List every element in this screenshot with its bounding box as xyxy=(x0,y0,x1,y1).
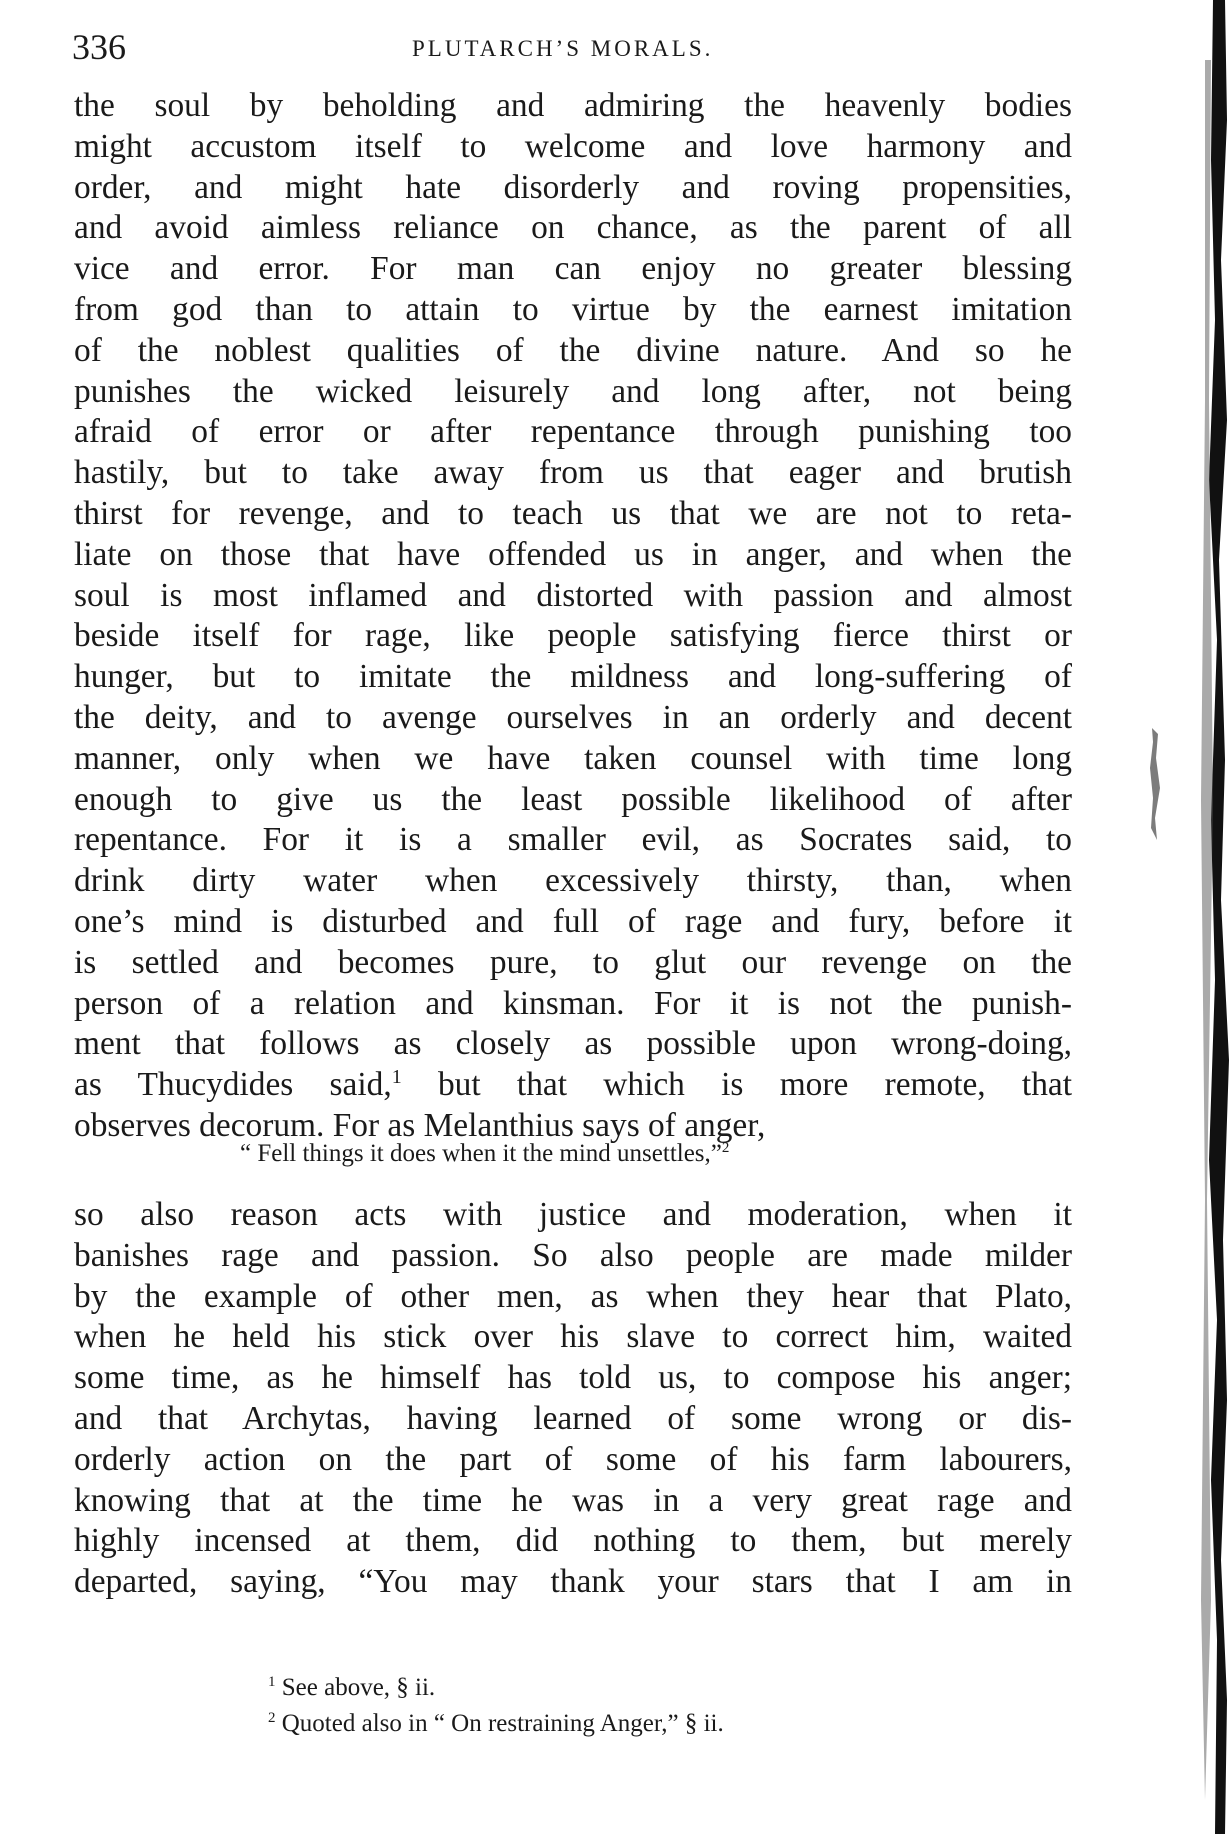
page-number: 336 xyxy=(72,27,126,67)
text-line: thirst for revenge, and to teach us that we are not to reta- xyxy=(74,494,1072,532)
body-text-after-quote xyxy=(74,1195,1072,1603)
footnotes xyxy=(268,1670,724,1742)
text-segment: as Thucydides said, xyxy=(74,1066,392,1104)
footnote-marker: 1 xyxy=(391,1066,402,1089)
text-line: by the example of other men, as when they hear that Plato, xyxy=(74,1277,1072,1315)
text-line: manner, only when we have taken counsel with time long xyxy=(74,739,1072,777)
footnote-text: See above, § ii. xyxy=(281,1674,436,1701)
footnote xyxy=(268,1670,724,1706)
text-line: some time, as he himself has told us, to compose his anger; xyxy=(74,1359,1072,1397)
binding-shadow xyxy=(1209,0,1229,1834)
text-line: hunger, but to imitate the mildness and long-suffering of xyxy=(74,658,1072,696)
text-line: punishes the wicked leisurely and long after, not being xyxy=(74,372,1072,410)
text-line: drink dirty water when excessively thirsty, than, when xyxy=(74,862,1072,900)
footnote-number: 1 xyxy=(268,1674,276,1690)
text-line: observes decorum. For as Melanthius says of anger, xyxy=(74,1106,766,1144)
text-line: ment that follows as closely as possible upon wrong-doing, xyxy=(74,1025,1072,1063)
text-segment: but that which is more remote, that xyxy=(437,1066,1072,1104)
text-line: afraid of error or after repentance through punishing too xyxy=(74,413,1072,451)
text-line: the deity, and to avenge ourselves in an orderly and decent xyxy=(74,698,1072,736)
footnote-text: Quoted also in “ On restraining Anger,” § ii. xyxy=(281,1710,724,1737)
running-head: PLUTARCH’S MORALS. xyxy=(412,36,714,61)
text-line: enough to give us the least possible likelihood of after xyxy=(74,780,1072,818)
text-line: might accustom itself to welcome and love harmony and xyxy=(74,127,1072,165)
text-line: from god than to attain to virtue by the earnest imitation xyxy=(74,290,1072,328)
quote-text: “ Fell things it does when it the mind unsettles,” xyxy=(240,1140,722,1167)
margin-smudge xyxy=(1148,728,1162,840)
text-line: and that Archytas, having learned of some wrong or dis- xyxy=(74,1399,1072,1437)
text-line: soul is most inflamed and distorted with passion and almost xyxy=(74,576,1072,614)
text-line: liate on those that have offended us in anger, and when the xyxy=(74,535,1072,573)
text-line: and avoid aimless reliance on chance, as the parent of all xyxy=(74,209,1072,247)
text-line: beside itself for rage, like people satisfying fierce thirst or xyxy=(74,617,1072,655)
text-line: banishes rage and passion. So also people are made milder xyxy=(74,1236,1072,1274)
text-line: knowing that at the time he was in a very great rage and xyxy=(74,1481,1072,1519)
footnote-number: 2 xyxy=(268,1710,276,1726)
text-line: is settled and becomes pure, to glut our revenge on the xyxy=(74,943,1072,981)
binding-shadow-soft xyxy=(1201,60,1213,1800)
text-line: the soul by beholding and admiring the heavenly bodies xyxy=(74,87,1072,124)
text-line: of the noblest qualities of the divine nature. And so he xyxy=(74,331,1072,369)
text-line: order, and might hate disorderly and roving propensities, xyxy=(74,168,1072,206)
text-line: hastily, but to take away from us that eager and brutish xyxy=(74,454,1072,492)
text-line: one’s mind is disturbed and full of rage and fury, before it xyxy=(74,902,1072,940)
text-line-with-footnote xyxy=(74,1065,1072,1106)
text-line: repentance. For it is a smaller evil, as Socrates said, to xyxy=(74,821,1072,859)
text-line: when he held his stick over his slave to correct him, waited xyxy=(74,1318,1072,1356)
text-line: highly incensed at them, did nothing to them, but merely xyxy=(74,1522,1072,1560)
text-line: person of a relation and kinsman. For it is not the punish- xyxy=(74,984,1072,1022)
text-line: departed, saying, “You may thank your stars that I am in xyxy=(74,1563,1072,1601)
text-line: vice and error. For man can enjoy no greater blessing xyxy=(74,250,1072,288)
footnote xyxy=(268,1706,724,1742)
footnote-marker: 2 xyxy=(721,1140,730,1156)
text-line: orderly action on the part of some of his farm labourers, xyxy=(74,1440,1072,1478)
verse-quotation xyxy=(240,1137,729,1171)
body-text-before-quote xyxy=(74,86,1072,1147)
scan-edge-shadow xyxy=(1191,0,1231,1834)
page-header xyxy=(72,22,1072,72)
text-line: so also reason acts with justice and moderation, when it xyxy=(74,1196,1072,1233)
